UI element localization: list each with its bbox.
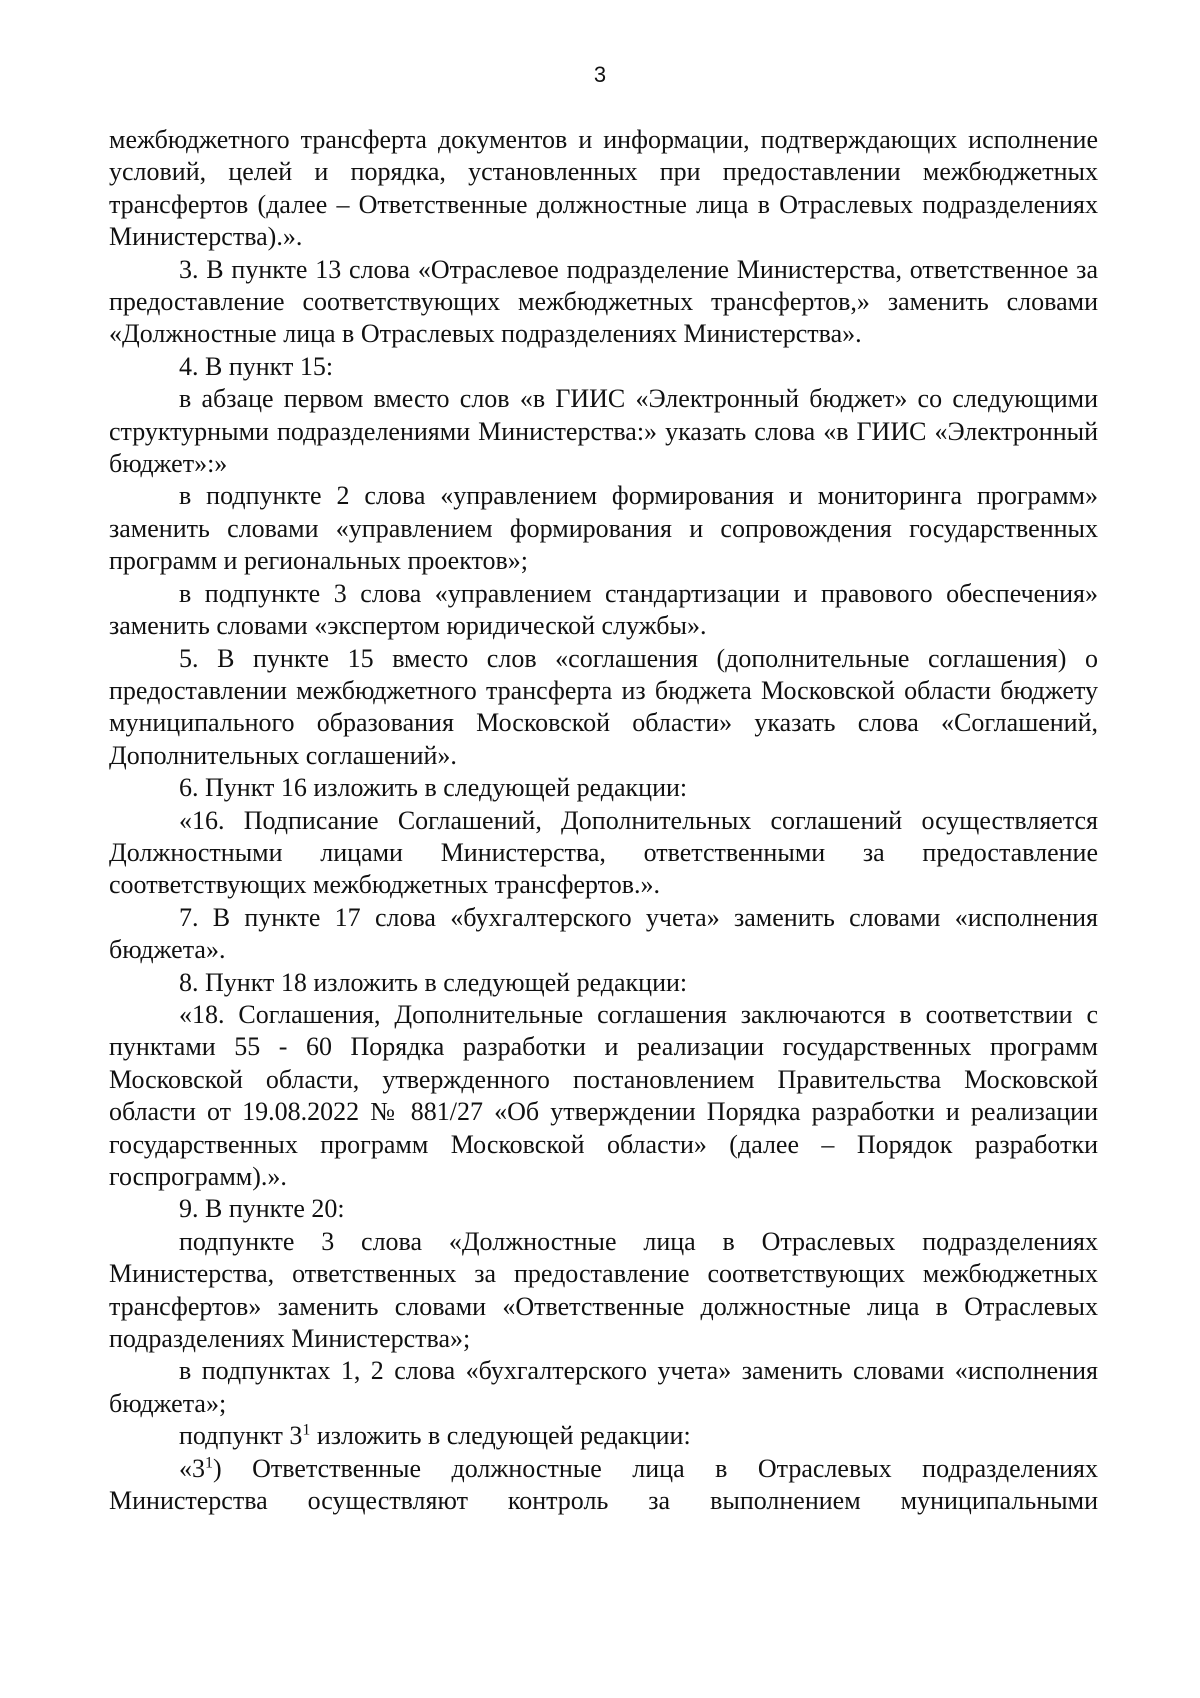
- paragraph: 3. В пункте 13 слова «Отраслевое подразделение Министерства, ответственное за предоставление соответствующих межбюджетных трансфертов,» заменить словами «Должностные лица в Отраслевых подразделениях Министерства».: [109, 254, 1098, 349]
- paragraph: межбюджетного трансферта документов и информации, подтверждающих исполнение условий, целей и порядка, установленных при предоставлении межбюджетных трансфертов (далее – Ответственные должностные лица в Отраслевых подразделениях Министерства).».: [109, 125, 1098, 252]
- superscript: 1: [205, 1454, 213, 1471]
- paragraph: в абзаце первом вместо слов «в ГИИС «Электронный бюджет» со следующими структурными подразделениями Министерства:» указать слова «в ГИИС «Электронный бюджет»:»: [109, 384, 1098, 479]
- paragraph-superscript-heading: [109, 1420, 1098, 1452]
- paragraph: 8. Пункт 18 изложить в следующей редакции:: [179, 967, 688, 997]
- paragraph: «16. Подписание Соглашений, Дополнительных соглашений осуществляется Должностными лицами Министерства, ответственными за предоставление соответствующих межбюджетных трансфертов.».: [109, 805, 1098, 900]
- paragraph: 4. В пункт 15:: [179, 351, 334, 381]
- paragraph: «18. Соглашения, Дополнительные соглашения заключаются в соответствии с пунктами 55 - 60 Порядка разработки и реализации государственных программ Московской области, утвержденного постановлением Правительства Московской области от 19.08.2022 № 881/27 «Об утверждении Порядка разработки и реализации государственных программ Московской области» (далее – Порядок разработки госпрограмм).».: [109, 999, 1098, 1191]
- document-body: [109, 124, 1098, 1517]
- superscript: 1: [302, 1421, 311, 1439]
- paragraph: 6. Пункт 16 изложить в следующей редакции:: [179, 773, 688, 803]
- text-run: ) Ответственные должностные лица в Отраслевых подразделениях Министерства осуществляют контроль за выполнением муниципальными: [109, 1453, 1098, 1516]
- paragraph: подпункте 3 слова «Должностные лица в Отраслевых подразделениях Министерства, ответственных за предоставление соответствующих межбюджетных трансфертов» заменить словами «Ответственные должностные лица в Отраслевых подразделениях Министерства»;: [109, 1226, 1098, 1354]
- paragraph: 5. В пункте 15 вместо слов «соглашения (дополнительные соглашения) о предоставлении межбюджетного трансферта из бюджета Московской области бюджету муниципального образования Московской области» указать слова «Соглашений, Дополнительных соглашений».: [109, 643, 1098, 770]
- paragraph: 7. В пункте 17 слова «бухгалтерского учета» заменить словами «исполнения бюджета».: [109, 902, 1098, 965]
- paragraph: в подпунктах 1, 2 слова «бухгалтерского учета» заменить словами «исполнения бюджета»;: [109, 1356, 1098, 1418]
- paragraph: в подпункте 3 слова «управлением стандартизации и правового обеспечения» заменить словами «экспертом юридической службы».: [109, 578, 1098, 641]
- paragraph-superscript-body: [109, 1453, 1098, 1518]
- text-run: изложить в следующей редакции:: [310, 1421, 691, 1451]
- paragraph: в подпункте 2 слова «управлением формирования и мониторинга программ» заменить словами «управлением формирования и сопровождения государственных программ и региональных проектов»;: [109, 481, 1098, 576]
- page-number: 3: [593, 62, 607, 87]
- paragraph: 9. В пункте 20:: [179, 1194, 345, 1224]
- text-run: подпункт 3: [179, 1421, 303, 1451]
- text-run: «3: [179, 1453, 205, 1483]
